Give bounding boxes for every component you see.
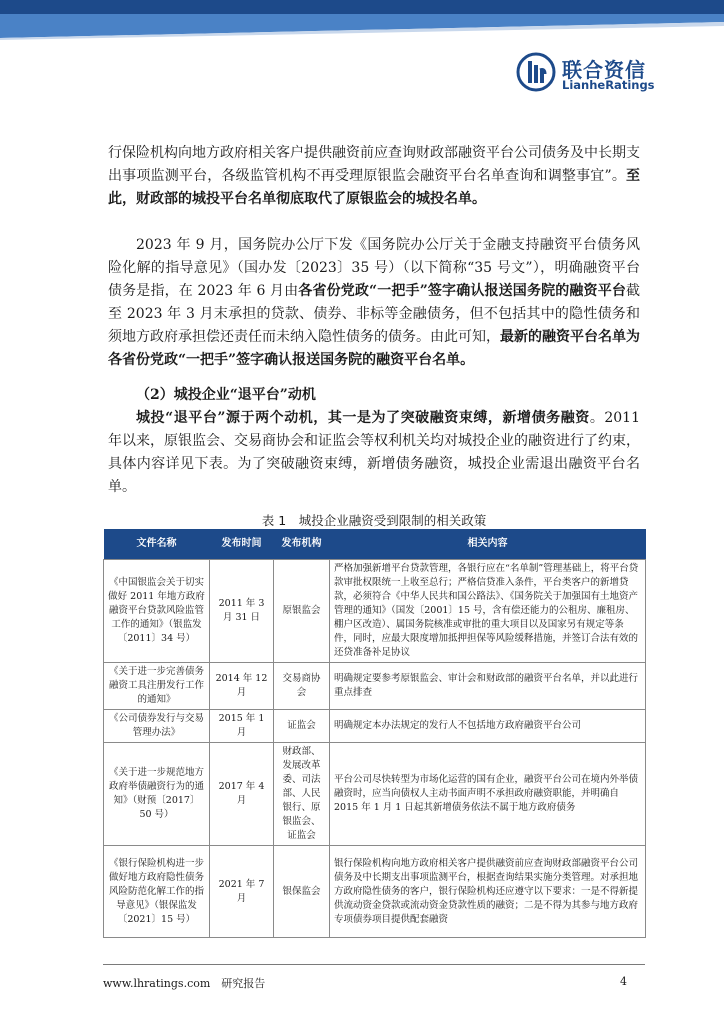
- paragraph-2-emphasis-a: 各省份党政“一把手”签字确认报送国务院的融资平台: [298, 283, 626, 299]
- table-row: [104, 743, 646, 846]
- cell-org: 证监会: [274, 710, 330, 743]
- table-row: [104, 560, 646, 663]
- page-number: 4: [620, 975, 627, 988]
- cell-org: 财政部、发展改革委、司法部、人民银行、原银监会、证监会: [274, 743, 330, 846]
- cell-document: 《关于进一步规范地方政府举债融资行为的通知》（财预〔2017〕50 号）: [104, 743, 210, 846]
- table-header-row: [104, 529, 646, 560]
- cell-content: 明确规定要参考原银监会、审计会和财政部的融资平台名单，并以此进行重点排查: [330, 663, 646, 710]
- cell-document: 《公司债券发行与交易管理办法》: [104, 710, 210, 743]
- cell-content: 银行保险机构向地方政府相关客户提供融资前应查询财政部融资平台公司债务及中长期支出事项监测平台，根据查询结果实施分类管理。对承担地方政府隐性债务的客户，银行保险机构还应遵守以下要求：一是不得新提供流动资金贷款或流动资金贷款性质的融资；二是不得为其参与地方政府专项债券项目提供配套融资: [330, 846, 646, 938]
- footer-info: [103, 975, 265, 991]
- cell-content: 明确规定本办法规定的发行人不包括地方政府融资平台公司: [330, 710, 646, 743]
- footer-divider: [103, 964, 645, 965]
- table-caption: 表 1 城投企业融资受到限制的相关政策: [261, 513, 487, 528]
- column-header-content: 相关内容: [330, 529, 646, 560]
- paragraph-1-emphasis: 至此，财政部的城投平台名单彻底取代了原银监会的城投名单。: [108, 168, 640, 207]
- cell-content: 平台公司尽快转型为市场化运营的国有企业，融资平台公司在境内外举债融资时，应当向债权人主动书面声明不承担政府融资职能，并明确自 2015 年 1 月 1 日起其新增债务依法不属于地方政府债务: [330, 743, 646, 846]
- cell-document: 《银行保险机构进一步做好地方政府隐性债务风险防范化解工作的指导意见》（银保监发〔2021〕15 号）: [104, 846, 210, 938]
- cell-date: 2014 年 12 月: [210, 663, 274, 710]
- column-header-date: 发布时间: [210, 529, 274, 560]
- cell-date: 2021 年 7 月: [210, 846, 274, 938]
- cell-date: 2011 年 3 月 31 日: [210, 560, 274, 663]
- cell-document: 《关于进一步完善债务融资工具注册发行工作的通知》: [104, 663, 210, 710]
- table-row: [104, 663, 646, 710]
- paragraph-1-text: 行保险机构向地方政府相关客户提供融资前应查询财政部融资平台公司债务及中长期支出事项监测平台，各级监管机构不再受理原银监会融资平台名单查询和调整事宜”。: [108, 145, 640, 184]
- brand-logo: [516, 52, 686, 96]
- header-decoration: [0, 0, 724, 40]
- table-row: [104, 710, 646, 743]
- cell-content: 严格加强新增平台贷款管理，各银行应在“名单制”管理基础上，将平台贷款审批权限统一上收至总行；严格信贷准入条件，平台类客户的新增贷款，必须符合《中华人民共和国公路法》、《国务院关于加强国有土地资产管理的通知》（国发〔2001〕15 号，含有偿还能力的公租房、廉租房、棚户区改造）、属国务院核准或审批的重大项目以及国家另有规定等条件，同时，应最大限度增加抵押担保等风险缓释措施，并签订合法有效的还贷准备补足协议: [330, 560, 646, 663]
- cell-org: 交易商协会: [274, 663, 330, 710]
- cell-date: 2015 年 1 月: [210, 710, 274, 743]
- column-header-org: 发布机构: [274, 529, 330, 560]
- brand-name-cn: 联合资信: [562, 58, 646, 82]
- paragraph-2: [108, 234, 640, 372]
- cell-org: 原银监会: [274, 560, 330, 663]
- paragraph-2-text-a: 2023 年 9 月，国务院办公厅下发《国务院办公厅关于金融支持融资平台债务风险化解的指导意见》（国办发〔2023〕35 号）（以下简称“35 号文”），明确融资平台债务是指，在 2023 年 6 月由: [108, 237, 640, 299]
- section-heading-text: （2）城投企业“退平台”动机: [136, 387, 316, 403]
- cell-org: 银保监会: [274, 846, 330, 938]
- paragraph-1: [108, 142, 640, 211]
- table-row: [104, 846, 646, 938]
- cell-date: 2017 年 4 月: [210, 743, 274, 846]
- section-heading: [108, 384, 640, 407]
- cell-document: 《中国银监会关于切实做好 2011 年地方政府融资平台贷款风险监管工作的通知》（银监发〔2011〕34 号）: [104, 560, 210, 663]
- footer-label: 研究报告: [221, 977, 266, 990]
- brand-name-en: LianheRatings: [562, 78, 655, 92]
- paragraph-2-text-b: 截至 2023 年 3 月末承担的贷款、债券、非标等金融债务，但不包括其中的隐性债务和须地方政府承担偿还责任而未纳入隐性债务的债务。由此可知，: [108, 283, 640, 345]
- paragraph-2-emphasis-b: 最新的融资平台名单为各省份党政“一把手”签字确认报送国务院的融资平台名单。: [108, 329, 640, 368]
- paragraph-3-text: 。2011 年以来，原银监会、交易商协会和证监会等权利机关均对城投企业的融资进行了约束，具体内容详见下表。为了突破融资束缚，新增债务融资，城投企业需退出融资平台名单。: [108, 410, 640, 495]
- paragraph-3: [108, 407, 640, 499]
- column-header-name: 文件名称: [104, 529, 210, 560]
- footer-website-link[interactable]: www.lhratings.com: [103, 977, 211, 990]
- lianhe-logo-icon: [516, 52, 556, 92]
- policy-table: [103, 529, 646, 938]
- paragraph-3-emphasis: 城投“退平台”源于两个动机，其一是为了突破融资束缚，新增债务融资: [136, 410, 590, 426]
